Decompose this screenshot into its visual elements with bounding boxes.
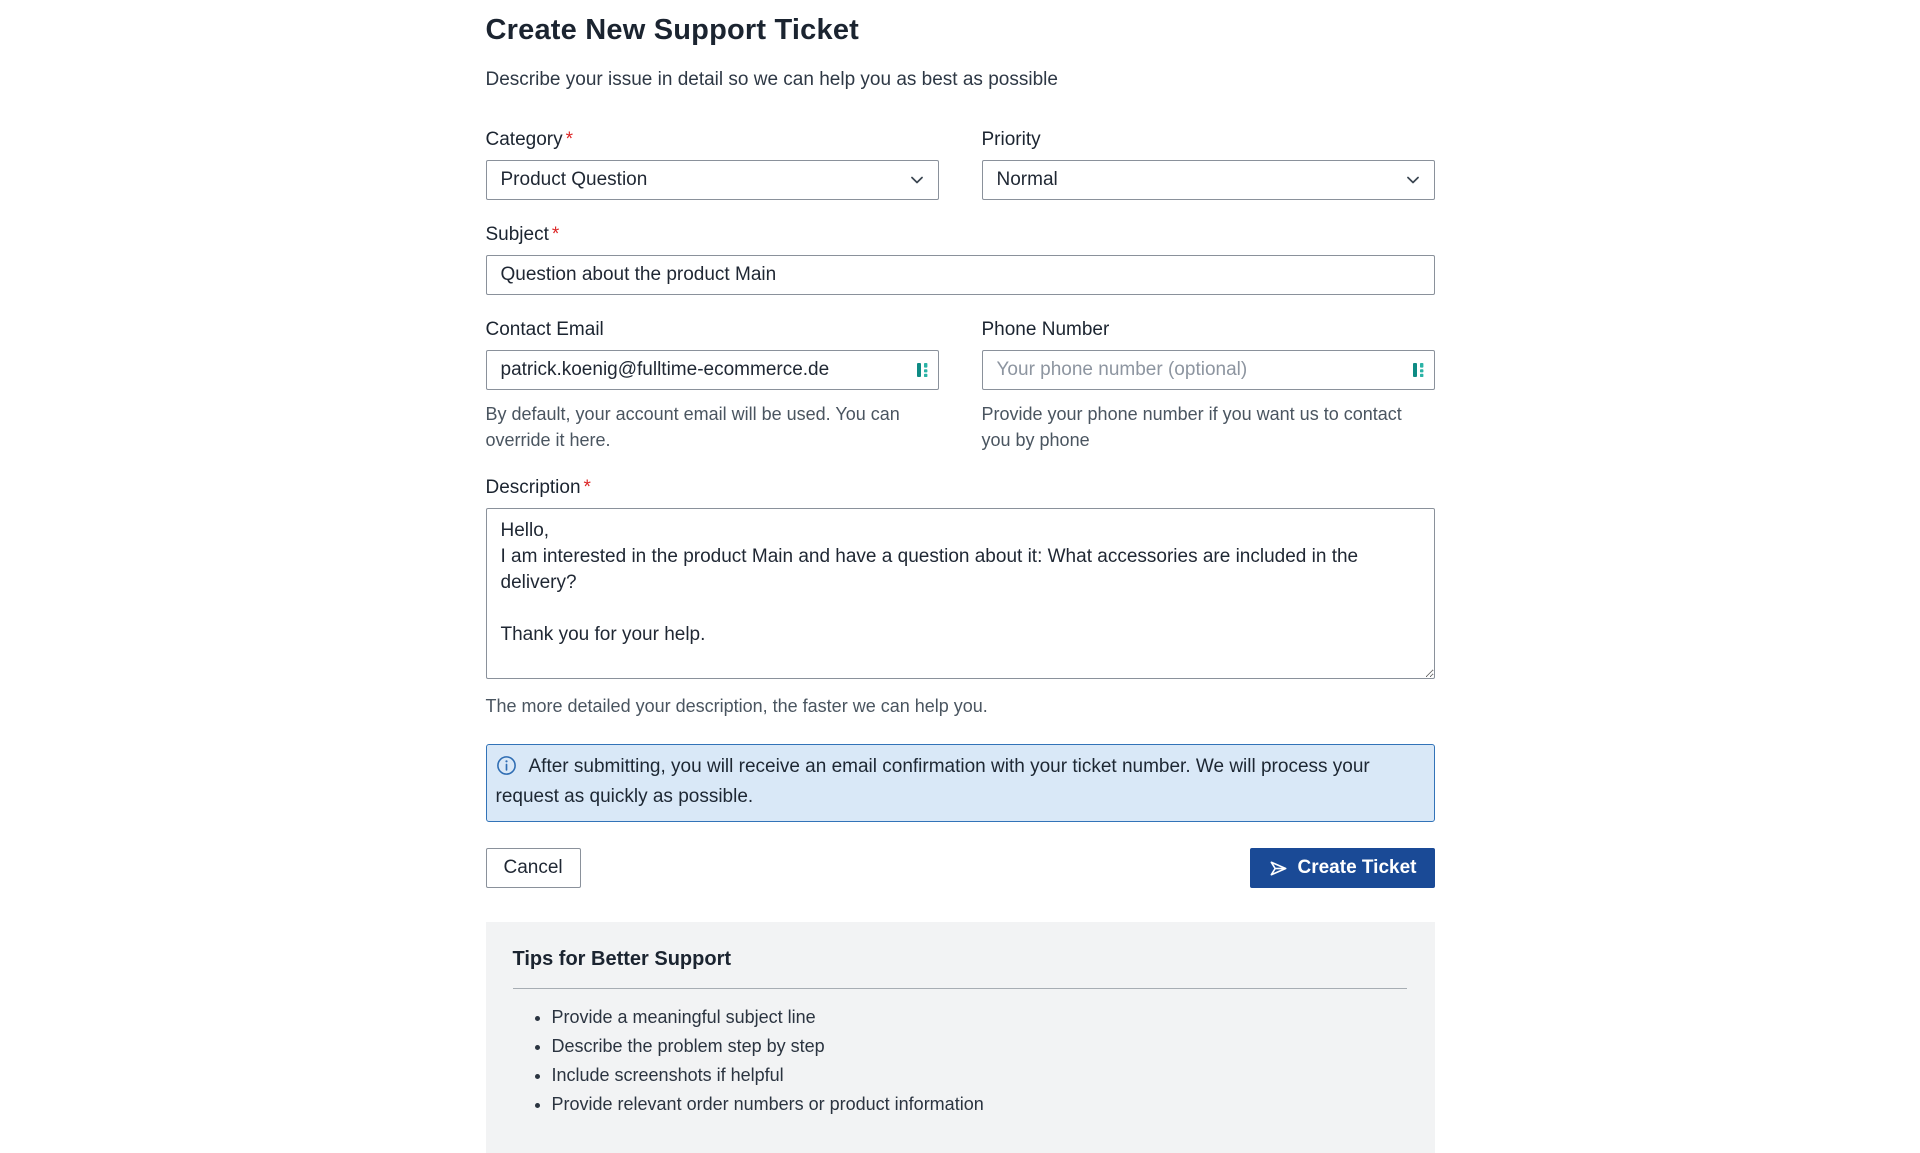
support-ticket-page (486, 0, 1435, 1153)
tips-item: • Provide relevant order numbers or product information (552, 1094, 1407, 1115)
tips-title: Tips for Better Support (512, 948, 732, 970)
required-marker: * (551, 224, 560, 245)
info-circle-icon (496, 755, 517, 784)
tips-panel (486, 922, 1435, 1153)
submit-info-banner (486, 744, 1435, 822)
priority-label (982, 129, 1435, 151)
tips-item: • Include screenshots if helpful (552, 1065, 1407, 1086)
subject-label-text: Subject (485, 224, 549, 245)
create-ticket-button[interactable] (1250, 848, 1435, 888)
page-subtitle: Describe your issue in detail so we can help you as best as possible (485, 69, 1058, 90)
tips-divider (513, 988, 1407, 989)
priority-field (982, 129, 1435, 200)
description-help: The more detailed your description, the faster we can help you. (485, 696, 988, 716)
subject-input[interactable] (486, 255, 1435, 295)
password-manager-autofill-icon[interactable] (1411, 361, 1427, 379)
contact-email-field (486, 319, 939, 453)
create-ticket-label: Create Ticket (1297, 857, 1417, 878)
cancel-button[interactable]: Cancel (486, 848, 581, 888)
description-label-text: Description (485, 477, 581, 498)
form-actions (486, 848, 1435, 888)
chevron-down-icon (908, 171, 926, 189)
support-ticket-form (486, 129, 1435, 888)
password-manager-autofill-icon[interactable] (915, 361, 931, 379)
description-textarea[interactable] (486, 508, 1435, 679)
phone-field (982, 319, 1435, 453)
send-icon (1268, 858, 1289, 879)
tips-item: • Describe the problem step by step (552, 1036, 1407, 1057)
category-select-value: Product Question (500, 169, 648, 190)
description-field (486, 477, 1435, 719)
category-label (486, 129, 939, 151)
tips-list (513, 1007, 1407, 1115)
phone-input[interactable] (982, 350, 1435, 390)
description-label (486, 477, 1435, 499)
priority-select-value: Normal (996, 169, 1058, 190)
category-label-text: Category (485, 129, 563, 150)
priority-select[interactable] (982, 160, 1435, 200)
required-marker: * (565, 129, 574, 150)
tips-item: • Provide a meaningful subject line (552, 1007, 1407, 1028)
contact-email-input[interactable] (486, 350, 939, 390)
subject-field (486, 224, 1435, 295)
phone-help: Provide your phone number if you want us to contact you by phone (981, 404, 1402, 450)
category-select[interactable] (486, 160, 939, 200)
required-marker: * (583, 477, 591, 498)
phone-label-text: Phone Number (981, 319, 1110, 340)
contact-email-help: By default, your account email will be used. You can override it here. (485, 404, 900, 450)
phone-label (982, 319, 1435, 341)
priority-label-text: Priority (981, 129, 1041, 150)
page-title: Create New Support Ticket (485, 14, 860, 46)
contact-email-label (486, 319, 939, 341)
subject-label (486, 224, 1435, 246)
category-field (486, 129, 939, 200)
submit-info-text: After submitting, you will receive an email confirmation with your ticket number. We will process your request as quickly as possible. (495, 756, 1370, 807)
contact-email-label-text: Contact Email (485, 319, 604, 340)
chevron-down-icon (1404, 171, 1422, 189)
